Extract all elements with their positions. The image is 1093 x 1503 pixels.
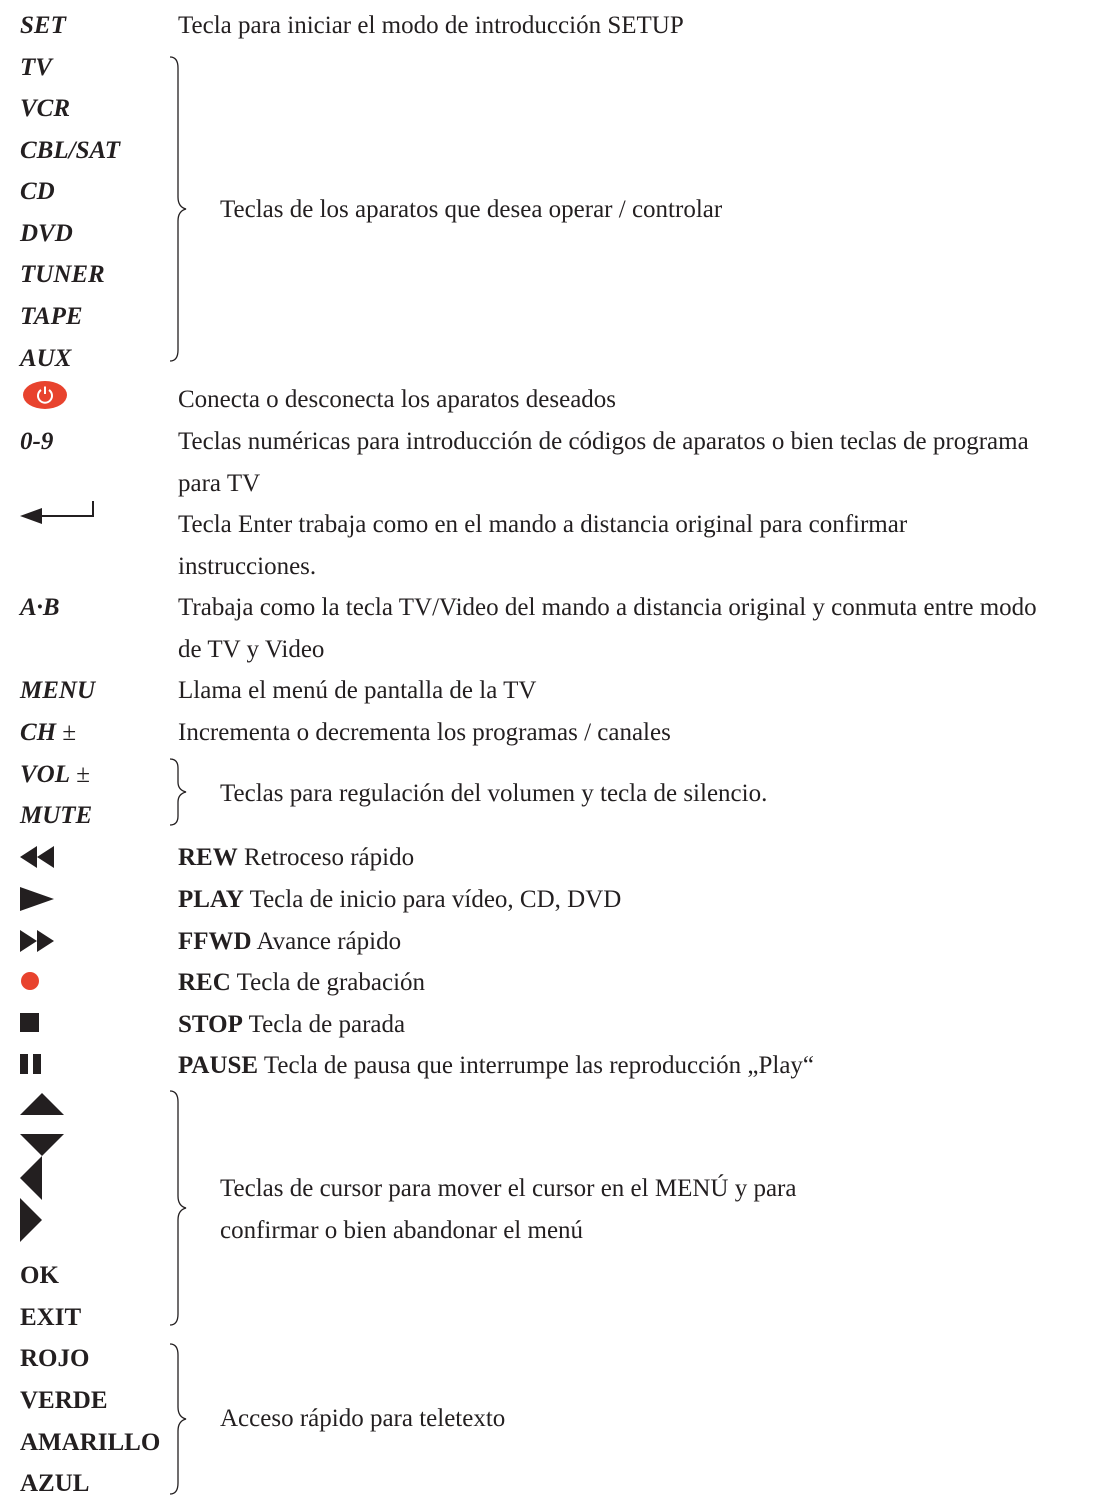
desc-pause-text: Tecla de pausa que interrumpe las reproducción „Play“ (258, 1052, 815, 1079)
desc-menu: Llama el menú de pantalla de la TV (178, 677, 537, 704)
key-exit: EXIT (20, 1304, 82, 1331)
key-cd: CD (20, 178, 55, 205)
record-icon (20, 971, 40, 991)
desc-stop-text: Tecla de parada (242, 1011, 406, 1038)
key-tape: TAPE (20, 303, 83, 330)
stop-icon (20, 1013, 39, 1032)
desc-digits-line2: para TV (178, 470, 261, 497)
brace-teletext (168, 1343, 188, 1495)
key-ok: OK (20, 1262, 59, 1289)
pause-icon (20, 1054, 42, 1074)
desc-teletext: Acceso rápido para teletexto (220, 1405, 506, 1432)
rewind-icon (20, 845, 58, 869)
fast-forward-icon (20, 929, 58, 953)
desc-enter-line2: instrucciones. (178, 553, 317, 580)
arrow-up-icon (20, 1093, 64, 1115)
label-play: PLAY (178, 886, 244, 913)
brace-volume (168, 758, 188, 826)
desc-devices: Teclas de los aparatos que desea operar / controlar (220, 196, 723, 223)
key-tuner: TUNER (20, 261, 105, 288)
key-mute: MUTE (20, 802, 93, 829)
key-ab: A·B (20, 594, 60, 621)
key-amarillo: AMARILLO (20, 1429, 161, 1456)
desc-ab-line1: Trabaja como la tecla TV/Video del mando a distancia original y conmuta entre modo (178, 594, 1037, 621)
key-vol-plusminus: ± (76, 761, 90, 788)
desc-ab-line2: de TV y Video (178, 636, 325, 663)
power-icon (22, 380, 68, 410)
enter-arrow-icon (20, 501, 96, 525)
brace-cursor (168, 1090, 188, 1326)
desc-rew-text: Retroceso rápido (237, 844, 415, 871)
key-cbl-sat: CBL/SAT (20, 137, 121, 164)
key-rojo: ROJO (20, 1345, 90, 1372)
key-menu: MENU (20, 677, 96, 704)
brace-devices (168, 56, 188, 362)
desc-volume: Teclas para regulación del volumen y tecla de silencio. (220, 780, 768, 807)
desc-play (178, 887, 621, 912)
desc-play-text: Tecla de inicio para vídeo, CD, DVD (243, 886, 622, 913)
desc-rew (178, 845, 414, 870)
desc-ffwd (178, 929, 401, 954)
desc-pause (178, 1053, 814, 1078)
key-azul: AZUL (20, 1470, 90, 1497)
arrow-right-icon (20, 1198, 42, 1242)
label-rec: REC (178, 969, 231, 996)
desc-digits-line1: Teclas numéricas para introducción de códigos de aparatos o bien teclas de programa (178, 428, 1029, 455)
desc-rec (178, 970, 425, 995)
desc-cursor-line2: confirmar o bien abandonar el menú (220, 1217, 584, 1244)
desc-set: Tecla para iniciar el modo de introducción SETUP (178, 12, 684, 39)
desc-power: Conecta o desconecta los aparatos deseados (178, 386, 617, 413)
key-tv: TV (20, 54, 52, 81)
key-verde: VERDE (20, 1387, 108, 1414)
desc-ch: Incrementa o decrementa los programas / canales (178, 719, 671, 746)
key-ch-plusminus: ± (62, 719, 77, 746)
desc-ffwd-text: Avance rápido (251, 928, 402, 955)
arrow-left-icon (20, 1156, 42, 1200)
key-vcr: VCR (20, 95, 71, 122)
key-aux: AUX (20, 345, 72, 372)
play-icon (20, 887, 54, 911)
desc-cursor-line1: Teclas de cursor para mover el cursor en el MENÚ y para (220, 1175, 797, 1202)
desc-stop (178, 1012, 405, 1037)
key-vol-label: VOL (20, 761, 70, 788)
label-stop: STOP (178, 1011, 243, 1038)
key-ch (20, 720, 76, 745)
desc-enter-line1: Tecla Enter trabaja como en el mando a distancia original para confirmar (178, 511, 908, 538)
label-pause: PAUSE (178, 1052, 259, 1079)
key-dvd: DVD (20, 220, 73, 247)
key-ch-label: CH (20, 719, 57, 746)
key-digits: 0-9 (20, 428, 54, 455)
arrow-down-icon (20, 1134, 64, 1156)
label-ffwd: FFWD (178, 928, 252, 955)
label-rew: REW (178, 844, 238, 871)
desc-rec-text: Tecla de grabación (230, 969, 426, 996)
key-vol (20, 762, 90, 787)
key-set: SET (20, 12, 66, 39)
